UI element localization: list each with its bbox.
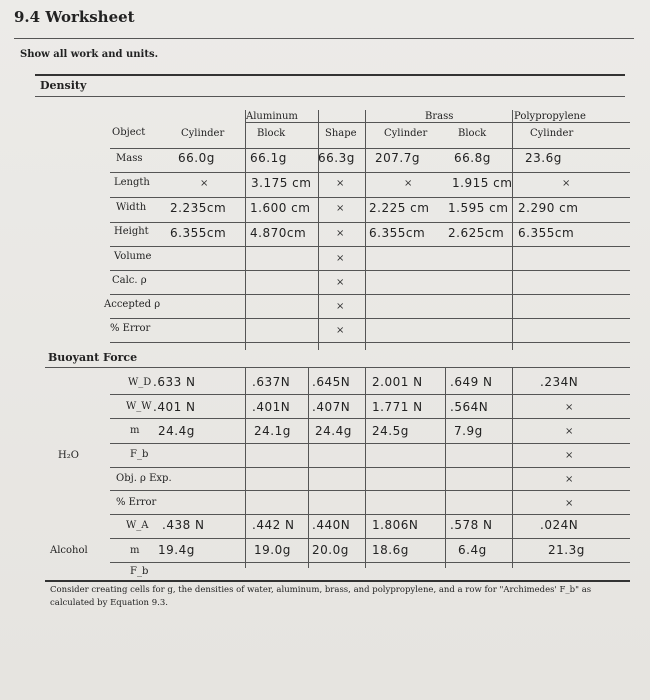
row-label-mass-alcohol: m (130, 545, 140, 556)
row-label-calc-rho: Calc. ρ (112, 275, 147, 286)
density-section-title: Density (40, 79, 87, 92)
density-top-rule (35, 74, 625, 76)
side-label-alcohol: Alcohol (50, 545, 88, 556)
row-rule (110, 342, 630, 343)
cell-length-pp-cylinder: × (562, 178, 571, 189)
row-label-wd: W_D (128, 377, 152, 388)
cell-height-brass-cylinder: 6.355cm (369, 226, 426, 240)
cell-mass-al-block: 66.1g (250, 151, 287, 165)
cell-mass-pp-cylinder: 23.6g (525, 151, 562, 165)
cell-height-brass-block: 2.625cm (448, 226, 505, 240)
cell-mw-brass-cylinder: 24.5g (372, 424, 409, 438)
cell-ma-al-block: 19.0g (254, 543, 291, 557)
cell-width-al-block: 1.600 cm (250, 201, 311, 215)
cell-calc-rho-shape: × (336, 277, 345, 288)
cell-length-shape: × (336, 178, 345, 189)
cell-ma-al-cylinder: 19.4g (158, 543, 195, 557)
cell-mw-al-cylinder: 24.4g (158, 424, 195, 438)
cell-volume-shape: × (336, 253, 345, 264)
cell-wd-al-block: .637N (252, 375, 291, 389)
col-header-pp-cylinder: Cylinder (530, 128, 574, 139)
buoyant-section-rule (45, 367, 630, 368)
cell-width-brass-cylinder: 2.225 cm (369, 201, 430, 215)
cell-ww-shape: .407N (312, 400, 351, 414)
cell-height-al-cylinder: 6.355cm (170, 226, 227, 240)
cell-ww-brass-block: .564N (450, 400, 489, 414)
side-label-water: H₂O (58, 450, 79, 461)
col-divider-1 (245, 110, 246, 350)
row-label-width: Width (116, 202, 147, 213)
cell-ww-al-block: .401N (252, 400, 291, 414)
row-label-density-error: % Error (110, 323, 151, 334)
footnote: Consider creating cells for g, the densities of water, aluminum, brass, and polypropylene, and a row for "Archimedes' F_b" as calculated by Equation 9.3. (50, 585, 592, 608)
row-rule (110, 418, 630, 419)
row-rule (110, 318, 630, 319)
col-header-al-block: Block (257, 128, 286, 139)
row-rule (110, 172, 630, 173)
row-label-obj-rho-exp: Obj. ρ Exp. (116, 473, 172, 484)
col-divider-4 (512, 110, 513, 350)
cell-buoyant-error-pp-cylinder: × (565, 498, 574, 509)
cell-height-pp-cylinder: 6.355cm (518, 226, 575, 240)
cell-wd-brass-block: .649 N (450, 375, 493, 389)
cell-mass-shape: 66.3g (318, 151, 355, 165)
row-label-mass-water: m (130, 425, 140, 436)
row-label-volume: Volume (114, 251, 152, 262)
cell-wd-shape: .645N (312, 375, 351, 389)
page-subtitle: Show all work and units. (20, 49, 159, 60)
title-rule (14, 38, 634, 39)
row-label-height: Height (114, 226, 149, 237)
cell-wd-al-cylinder: .633 N (153, 375, 196, 389)
cell-height-shape: × (336, 228, 345, 239)
cell-ww-pp-cylinder: × (565, 402, 574, 413)
group-header-brass: Brass (425, 111, 454, 122)
row-rule (110, 148, 630, 149)
row-rule (110, 246, 630, 247)
group-header-rule (245, 122, 630, 123)
cell-mw-shape: 24.4g (315, 424, 352, 438)
col-header-brass-cylinder: Cylinder (384, 128, 428, 139)
cell-fb-water-pp-cylinder: × (565, 450, 574, 461)
col-header-object: Object (112, 127, 146, 138)
row-label-ww: W_W (126, 401, 152, 412)
row-rule (110, 467, 630, 468)
cell-length-brass-block: 1.915 cm (452, 176, 513, 190)
row-label-mass: Mass (116, 153, 143, 164)
cell-width-brass-block: 1.595 cm (448, 201, 509, 215)
row-label-wa: W_A (126, 520, 149, 531)
row-label-length: Length (114, 177, 150, 188)
cell-wa-al-block: .442 N (252, 518, 295, 532)
cell-mass-al-cylinder: 66.0g (178, 151, 215, 165)
cell-mass-brass-cylinder: 207.7g (375, 151, 420, 165)
row-rule (110, 197, 630, 198)
cell-mass-brass-block: 66.8g (454, 151, 491, 165)
cell-mw-al-block: 24.1g (254, 424, 291, 438)
cell-ma-pp-cylinder: 21.3g (548, 543, 585, 557)
cell-ww-al-cylinder: .401 N (153, 400, 196, 414)
row-rule (110, 490, 630, 491)
row-rule (110, 562, 630, 563)
cell-wa-brass-block: .578 N (450, 518, 493, 532)
buoyant-section-title: Buoyant Force (48, 351, 138, 364)
cell-mw-pp-cylinder: × (565, 426, 574, 437)
page-title: 9.4 Worksheet (14, 8, 135, 26)
cell-width-shape: × (336, 203, 345, 214)
cell-ma-brass-cylinder: 18.6g (372, 543, 409, 557)
cell-wa-shape: .440N (312, 518, 351, 532)
cell-length-brass-cylinder: × (404, 178, 413, 189)
col-header-brass-block: Block (458, 128, 487, 139)
cell-density-error-shape: × (336, 325, 345, 336)
cell-wd-pp-cylinder: .234N (540, 375, 579, 389)
group-header-polypropylene: Polypropylene (514, 111, 586, 122)
row-label-accepted-rho: Accepted ρ (104, 299, 161, 310)
cell-height-al-block: 4.870cm (250, 226, 307, 240)
cell-ma-brass-block: 6.4g (458, 543, 487, 557)
cell-wd-brass-cylinder: 2.001 N (372, 375, 423, 389)
cell-wa-brass-cylinder: 1.806N (372, 518, 419, 532)
col-divider-3 (365, 110, 366, 350)
row-label-buoyant-error: % Error (116, 497, 157, 508)
row-rule (110, 538, 630, 539)
row-rule (110, 270, 630, 271)
cell-wa-pp-cylinder: .024N (540, 518, 579, 532)
density-section-rule (35, 96, 625, 97)
cell-ma-shape: 20.0g (312, 543, 349, 557)
cell-width-al-cylinder: 2.235cm (170, 201, 227, 215)
cell-mw-brass-block: 7.9g (454, 424, 483, 438)
cell-length-al-cylinder: × (200, 178, 209, 189)
cell-wa-al-cylinder: .438 N (162, 518, 205, 532)
row-rule (110, 222, 630, 223)
cell-length-al-block: 3.175 cm (251, 176, 312, 190)
group-header-aluminum: Aluminum (246, 111, 298, 122)
cell-accepted-rho-shape: × (336, 301, 345, 312)
table-bottom-rule (45, 580, 630, 582)
col-header-al-cylinder: Cylinder (181, 128, 225, 139)
row-label-fb-alcohol: F_b (130, 566, 149, 577)
row-label-fb-water: F_b (130, 449, 149, 460)
row-rule (110, 443, 630, 444)
row-rule (110, 294, 630, 295)
row-rule (110, 394, 630, 395)
row-rule (110, 514, 630, 515)
col-header-shape: Shape (325, 128, 357, 139)
cell-obj-rho-exp-pp-cylinder: × (565, 474, 574, 485)
col-divider-2 (318, 110, 319, 350)
cell-ww-brass-cylinder: 1.771 N (372, 400, 423, 414)
cell-width-pp-cylinder: 2.290 cm (518, 201, 579, 215)
